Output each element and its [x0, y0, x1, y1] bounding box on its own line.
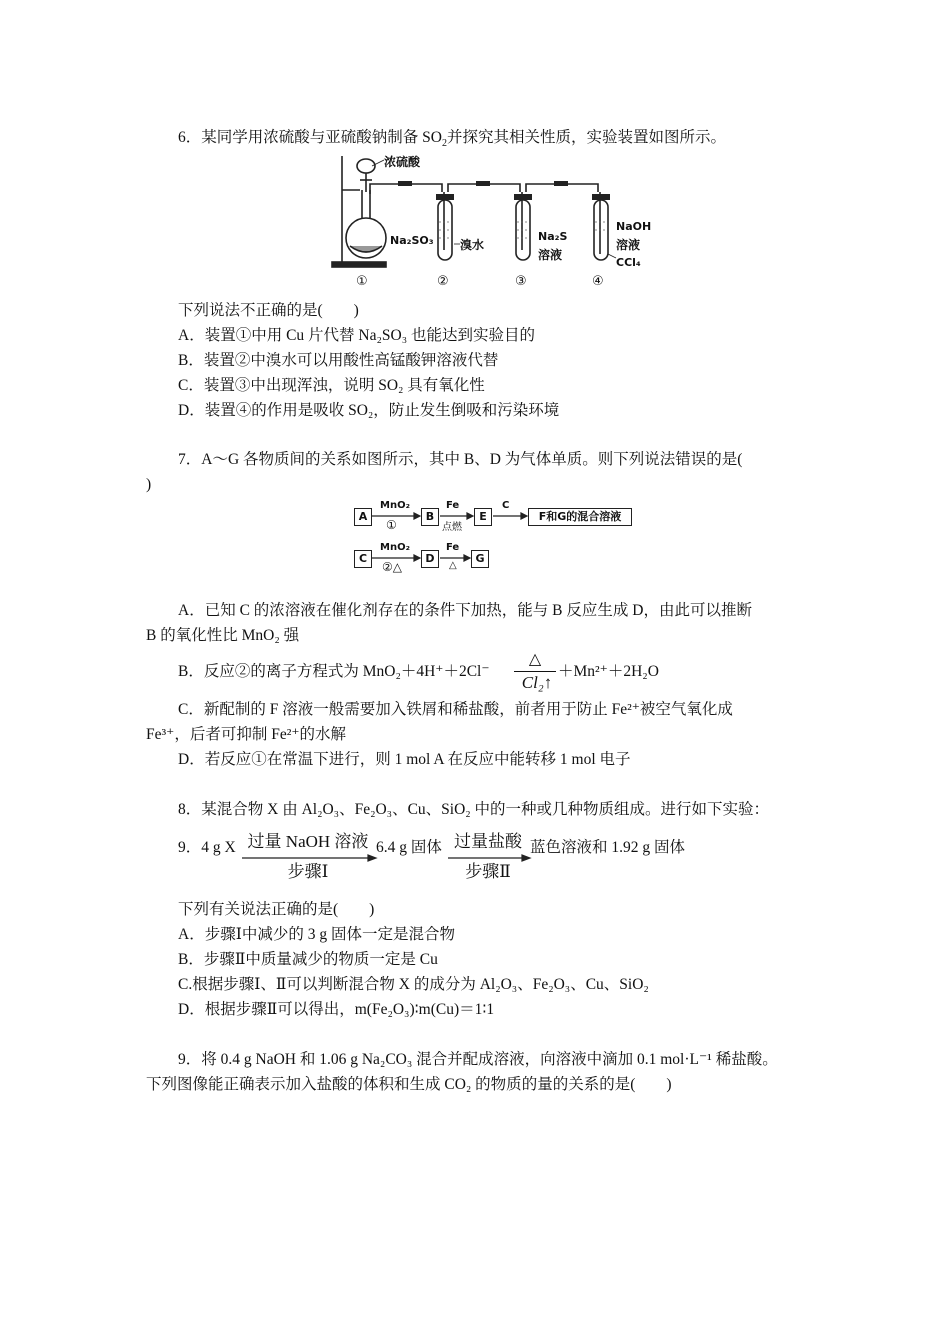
q8-arrow2-top: 过量盐酸: [454, 832, 522, 851]
q7-option-a-line1: A．已知 C 的浓溶液在催化剂存在的条件下加热，能与 B 反应生成 D，由此可以推断: [178, 602, 752, 619]
flow-r1-top: MnO₂: [380, 500, 410, 511]
tube3-label-a: Na₂S: [538, 230, 568, 243]
q7-option-c-line2: Fe³⁺，后者可抑制 Fe²⁺的水解: [146, 726, 347, 743]
tube4-label-c: CCl₄: [616, 256, 641, 269]
q8-ask: 下列有关说法正确的是( ): [178, 901, 375, 918]
q6-option-d: D．装置④的作用是吸收 SO₂，防止发生倒吸和污染环境: [178, 402, 560, 419]
q8-option-a: A．步骤Ⅰ中减少的 3 g 固体一定是混合物: [178, 926, 455, 943]
q7-stem-close: ): [146, 476, 152, 493]
q7-option-b-product: Cl₂↑: [521, 673, 553, 692]
flow-box-a: A: [354, 508, 372, 526]
q7-flow-arrows: [350, 500, 640, 580]
q8-option-b: B．步骤Ⅱ中质量减少的物质一定是 Cu: [178, 951, 438, 968]
q8-arrow2-bot: 步骤Ⅱ: [465, 862, 511, 881]
flow-r2-top: Fe: [446, 500, 460, 511]
apparatus-num-4: ④: [592, 274, 604, 289]
q7-option-c-line1: C．新配制的 F 溶液一般需要加入铁屑和稀盐酸，前者用于防止 Fe²⁺被空气氧化成: [178, 701, 733, 718]
flow-r2-bot: 点燃: [442, 522, 462, 533]
q6-option-b: B．装置②中溴水可以用酸性高锰酸钾溶液代替: [178, 352, 499, 369]
tube4-label-b: 溶液: [616, 238, 641, 252]
q8-eq-start: 9．4 g X: [178, 839, 236, 856]
tube4-label-a: NaOH: [616, 220, 652, 233]
q6-stem: 6．某同学用浓硫酸与亚硫酸钠制备 $SO_2$并探究其相关性质，实验装置如图所示。: [178, 129, 726, 150]
q7-option-b-post: ＋Mn²⁺＋2H₂O: [558, 663, 659, 680]
q6-apparatus-diagram: [330, 150, 650, 292]
tube3-label-b: 溶液: [538, 248, 563, 262]
q7-stem: 7．A～G 各物质间的关系如图所示，其中 B、D 为气体单质。则下列说法错误的是(: [178, 451, 743, 468]
q8-arrow1-bot: 步骤Ⅰ: [287, 862, 329, 881]
flow-r5-top: Fe: [446, 542, 460, 553]
q6-option-a: A．装置①中用 Cu 片代替 Na₂SO₃ 也能达到实验目的: [178, 327, 535, 344]
q7-option-b-arrow-line: [514, 671, 556, 672]
flow-r4-bot: ②△: [382, 560, 402, 574]
flow-r5-bot: △: [449, 560, 457, 571]
apparatus-num-1: ①: [356, 274, 368, 289]
flow-box-fg: F和G的混合溶液: [528, 508, 632, 526]
flow-box-c: C: [354, 550, 372, 568]
q8-arrow1-top: 过量 NaOH 溶液: [247, 832, 369, 851]
q8-option-d: D．根据步骤Ⅱ可以得出，m(Fe₂O₃)∶m(Cu)＝1∶1: [178, 1001, 495, 1018]
flow-r1-bot: ①: [386, 518, 397, 532]
q9-line2: 下列图像能正确表示加入盐酸的体积和生成 CO₂ 的物质的量的关系的是( ): [146, 1076, 672, 1093]
acid-label: 浓硫酸: [384, 155, 421, 169]
tube2-label: 溴水: [460, 238, 485, 252]
apparatus-num-2: ②: [437, 274, 449, 289]
flow-box-b: B: [421, 508, 439, 526]
q8-reaction-arrows: [240, 852, 532, 864]
q6-ask: 下列说法不正确的是( ): [178, 302, 359, 319]
flow-r3-top: C: [502, 500, 510, 511]
flow-box-d: D: [421, 550, 439, 568]
flow-box-e: E: [474, 508, 492, 526]
flask-label: Na₂SO₃: [390, 234, 434, 247]
q7-option-b-pre: B．反应②的离子方程式为 MnO₂＋4H⁺＋2Cl⁻: [178, 663, 490, 680]
flow-r4-top: MnO₂: [380, 542, 410, 553]
q6-option-c: C．装置③中出现浑浊，说明 SO₂ 具有氧化性: [178, 377, 485, 394]
q8-option-c: C.根据步骤Ⅰ、Ⅱ可以判断混合物 X 的成分为 Al₂O₃、Fe₂O₃、Cu、SiO₂: [178, 976, 649, 993]
q7-option-d: D．若反应①在常温下进行，则 1 mol A 在反应中能转移 1 mol 电子: [178, 751, 631, 768]
q8-stem: 8．某混合物 X 由 Al₂O₃、Fe₂O₃、Cu、SiO₂ 中的一种或几种物质组成。进行如下实验：: [178, 801, 770, 818]
q9-line1: 9．将 0.4 g NaOH 和 1.06 g Na₂CO₃ 混合并配成溶液，向溶液中滴加 0.1 mol·L⁻¹ 稀盐酸。: [178, 1051, 778, 1068]
flow-box-g: G: [471, 550, 489, 568]
q7-option-b-condition: △: [528, 651, 542, 668]
q7-option-a-line2: B 的氧化性比 MnO₂ 强: [146, 627, 300, 644]
q8-end: 蓝色溶液和 1.92 g 固体: [530, 839, 686, 856]
q8-mid: 6.4 g 固体: [376, 839, 442, 856]
apparatus-num-3: ③: [515, 274, 527, 289]
